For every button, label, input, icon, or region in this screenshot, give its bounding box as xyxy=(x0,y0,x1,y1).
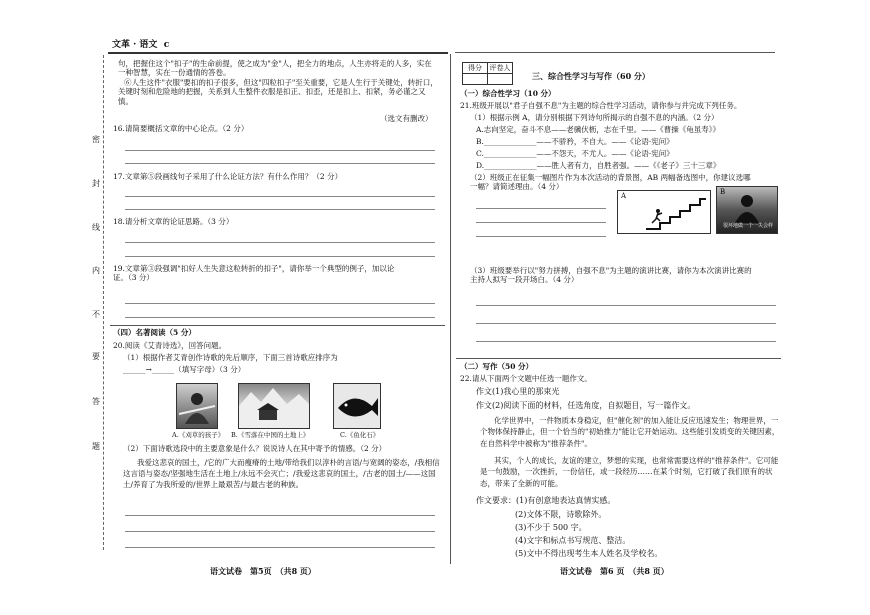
illustration-a xyxy=(176,383,218,429)
seal-char: 题 xyxy=(92,442,100,451)
caption-c: C.《鱼化石》 xyxy=(340,431,380,439)
question-20-1-blank: ______→______（填写字母）（3 分） xyxy=(123,365,246,374)
question-17: 17.文章第⑤段画线句子采用了什么论证方法？有什么作用？（2 分） xyxy=(113,172,343,181)
question-21-2: （2）班级正在征集一幅图片作为本次活动的背景图，AB 两幅备选图中，你建议选哪 一幅？请简述理由。（4 分） xyxy=(470,173,751,192)
answer-line[interactable] xyxy=(125,515,435,516)
question-19: 19.文章第③段强调"扣好人生失意这粒转折的扣子"，请你举一个典型的例子，加以论 证。（3 分） xyxy=(113,264,395,283)
option-d: D.______________——胜人者有力，自胜者强。——《《老子》三十三章》 xyxy=(476,161,721,170)
seal-char: 线 xyxy=(92,223,100,232)
seal-char: 答 xyxy=(92,397,100,406)
seal-char: 内 xyxy=(92,266,100,275)
seal-char: 密 xyxy=(92,135,100,144)
caption-b: B.《雪落在中国的土地上》 xyxy=(231,431,310,439)
answer-line[interactable] xyxy=(125,150,435,151)
essay-topic-2: 作文(2)阅读下面的材料，任选角度，自拟题目，写一篇作文。 xyxy=(476,401,696,410)
question-16: 16.请简要概括文章的中心论点。（2 分） xyxy=(113,124,249,133)
illustration-21-b xyxy=(716,186,778,234)
option-b: B.______________——不骄矜，不自大。——《论语·宪问》 xyxy=(476,137,674,146)
answer-line[interactable] xyxy=(125,163,435,164)
answer-line[interactable] xyxy=(476,323,776,324)
picture-a-label: A xyxy=(621,192,627,200)
answer-line[interactable] xyxy=(476,208,606,209)
question-21: 21.班级开展以"君子自强不息"为主题的综合性学习活动，请你参与并完成下列任务。 xyxy=(460,101,742,110)
answer-line[interactable] xyxy=(476,305,776,306)
essay-requirement-4: (4)文字和标点书写规范、整洁。 xyxy=(515,536,631,545)
subsection-1-title: （一）综合性学习（10 分） xyxy=(460,89,556,98)
answer-line[interactable] xyxy=(125,242,435,243)
passage-fragment: 句，把握住这个"扣子"的生命前提，使之成为"金"人，把全力的地点，人生亦将走的人多，实在一种智慧，实在一份通情的答卷。 xyxy=(118,59,432,78)
source-note: （选文有删改） xyxy=(380,114,433,123)
passage-para6: ⑥人生这件"衣服"要扣的扣子很多，但这"四粒扣子"至关重要，它是人生行于关键处，转折口，关键时刻和危险地的把握，关系到人生整件衣服是扣正、扣歪，还是扣上、扣紧，务必谨之又慎。 xyxy=(118,78,438,106)
answer-line[interactable] xyxy=(125,196,435,197)
question-20-1: （1）根据作者艾青创作诗歌的先后顺序，下面三首诗歌应排序为 xyxy=(123,353,338,362)
essay-topic-1: 作文(1)我心里的那束光 xyxy=(476,387,560,396)
caption-a: A.《刈草的孩子》 xyxy=(172,431,225,439)
essay-requirement-5: (5)文中不得出现考生本人姓名及学校名。 xyxy=(515,549,663,558)
section-rule xyxy=(456,358,781,359)
grader-cell[interactable] xyxy=(488,74,513,85)
illustration-21-a xyxy=(617,190,711,234)
essay-material-1: 化学世界中，一件物质本身稳定，但"催化剂"的加入能让反应迅速发生；物理世界，一个物体保持静止，但一个恰当的"初始推力"能让它开始运动。这些能引发质变的关键因素，在自然科学中被称为"推荐条件"。 xyxy=(480,416,780,448)
question-21-3: （3）班级要举行以"努力拼搏，自强不息"为主题的演讲比赛，请你为本次演讲比赛的 主持人拟写一段开场白。（4 分） xyxy=(470,266,752,285)
exam-brand: 文革 · 语文 c xyxy=(112,40,170,50)
section-rule xyxy=(110,325,445,326)
poem-excerpt: 我爱这悲哀的国土，/它的广大而瘦瘠的土地/带给我们以淳朴的言语/与宽阔的姿态，/我相信这言语与姿态/坚强地生活在土地上/永远不会灭亡；/我爱这悲哀的国土，/古老的国土/——这国土/养育了为我所爱的/世界上最艰苦/与最古老的种族。 xyxy=(123,458,440,489)
answer-line[interactable] xyxy=(476,236,606,237)
option-c: C.______________——不怨天，不尤人。——《论语·宪问》 xyxy=(476,149,674,158)
question-22: 22.请从下面两个文题中任选一题作文。 xyxy=(460,374,592,383)
answer-line[interactable] xyxy=(125,256,435,257)
header-rule xyxy=(108,52,448,54)
score-label: 得分 xyxy=(463,63,488,74)
seal-char: 封 xyxy=(92,179,100,188)
page-divider xyxy=(450,54,451,564)
answer-line[interactable] xyxy=(125,303,435,304)
answer-line[interactable] xyxy=(476,341,776,342)
question-21-1: （1）根据示例 A，请分别根据下列诗句所揭示的自强不息的内涵。（2 分） xyxy=(470,113,719,122)
seal-char: 不 xyxy=(92,310,100,319)
grader-label: 评卷人 xyxy=(489,63,511,72)
seal-line xyxy=(103,55,104,550)
section-4-title: （四）名著阅读（5 分） xyxy=(113,328,196,337)
answer-line[interactable] xyxy=(125,531,435,532)
illustration-c xyxy=(333,383,381,429)
question-18: 18.请分析文章的论证思路。（3 分） xyxy=(113,217,234,226)
right-page-footer: 语文试卷 第6 页 （共8 页） xyxy=(560,566,669,576)
essay-material-2: 其实，个人的成长，友谊的建立，梦想的实现，也常常需要这样的"推荐条件"。它可能是一句鼓励，一次挫折，一份信任，或一段经历……在某个时刻，它打破了我们原有的状态，带来了全新的可能。 xyxy=(480,456,779,488)
seal-char: 要 xyxy=(92,352,100,361)
header-rule-right xyxy=(455,52,775,53)
answer-line[interactable] xyxy=(125,209,435,210)
score-cell[interactable] xyxy=(463,74,488,85)
grader-box xyxy=(462,62,513,85)
illustration-b xyxy=(238,383,310,429)
essay-requirement-2: (2)文体不限，诗歌除外。 xyxy=(515,510,607,519)
answer-line[interactable] xyxy=(125,317,435,318)
essay-requirement-1: 作文要求：(1)有创意地表达真情实感。 xyxy=(476,496,616,505)
picture-b-label: B xyxy=(720,188,726,196)
question-20-2: （2）下面诗歌选段中的主要意象是什么？说说诗人在其中寄予的情感。（2 分） xyxy=(123,444,387,453)
left-page-footer: 语文试卷 第5页 （共8 页） xyxy=(210,566,316,576)
answer-line[interactable] xyxy=(476,222,606,223)
subsection-2-title: （二）写作（50 分） xyxy=(460,362,534,371)
option-a: A.志向坚定，奋斗不息——老骥伏枥，志在千里。——《曹操《龟虽寿》》 xyxy=(476,125,721,134)
question-20: 20.阅读《艾青诗选》，回答问题。 xyxy=(113,341,227,350)
essay-requirement-3: (3)不少于 500 字。 xyxy=(515,523,587,532)
answer-line[interactable] xyxy=(125,547,435,548)
section-3-title: 三、综合性学习与写作（60 分） xyxy=(532,71,650,81)
picture-b-caption: 很坏地做一个一失会样 xyxy=(723,223,774,229)
